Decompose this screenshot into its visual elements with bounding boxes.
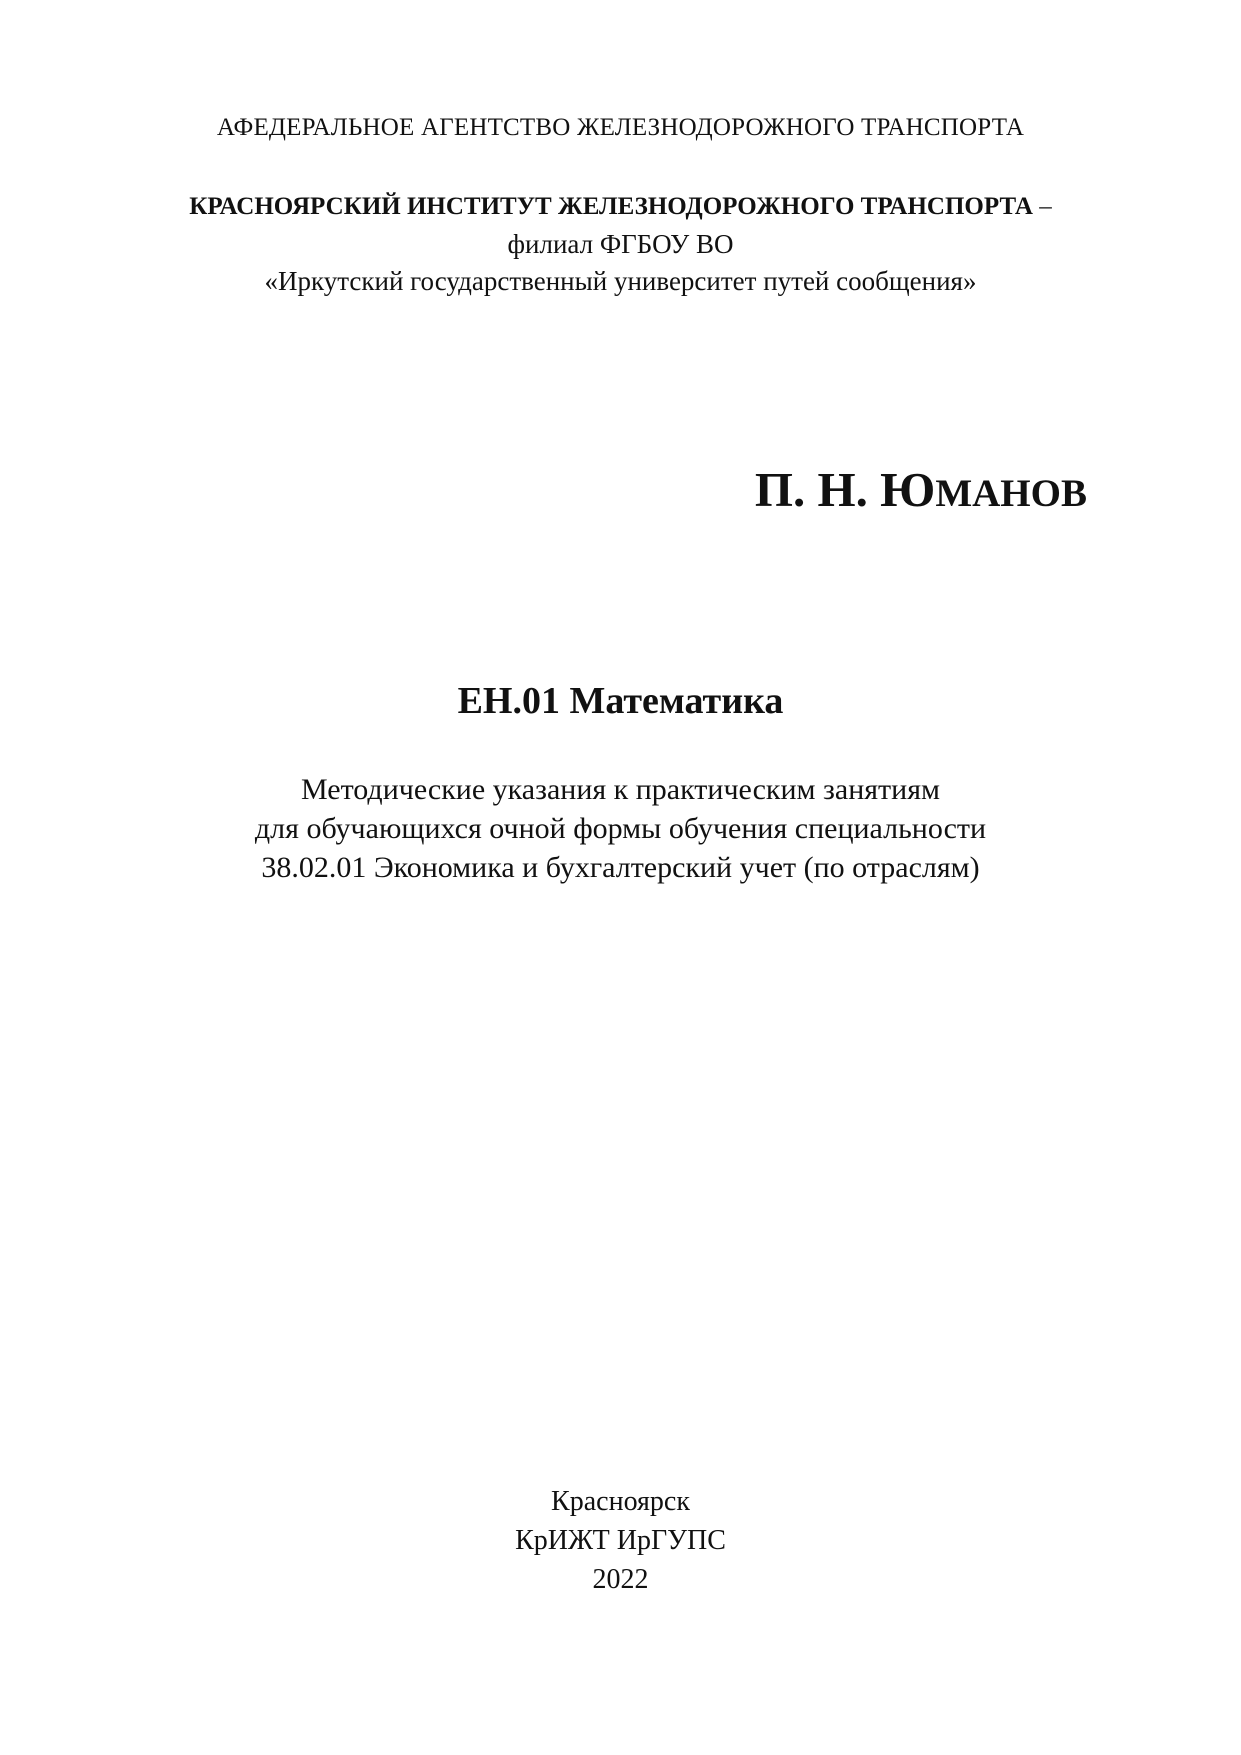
author-initials: П. Н. Ю — [754, 462, 936, 517]
institute-branch: филиал ФГБОУ ВО — [507, 229, 734, 259]
author-name — [755, 461, 1087, 518]
institute-name-bold: КРАСНОЯРСКИЙ ИНСТИТУТ ЖЕЛЕЗНОДОРОЖНОГО ТРАНСПОРТА — [189, 193, 1033, 220]
institute-name — [0, 193, 1241, 221]
university-name: «Иркутский государственный университет путей сообщения» — [264, 266, 977, 296]
publication-city: Красноярск — [551, 1486, 690, 1517]
author-surname-smallcaps: МАНОВ — [935, 472, 1087, 515]
description-line: 38.02.01 Экономика и бухгалтерский учет (по отраслям) — [261, 851, 980, 884]
agency-name: АФЕДЕРАЛЬНОЕ АГЕНТСТВО ЖЕЛЕЗНОДОРОЖНОГО ТРАНСПОРТА — [216, 114, 1025, 141]
description-line: для обучающихся очной формы обучения специальности — [254, 812, 987, 845]
publication-year: 2022 — [592, 1564, 649, 1595]
description-line: Методические указания к практическим занятиям — [300, 773, 941, 806]
publisher-name: КрИЖТ ИрГУПС — [515, 1525, 726, 1556]
course-title: ЕН.01 Математика — [457, 680, 784, 722]
institute-dash: – — [1032, 193, 1052, 220]
